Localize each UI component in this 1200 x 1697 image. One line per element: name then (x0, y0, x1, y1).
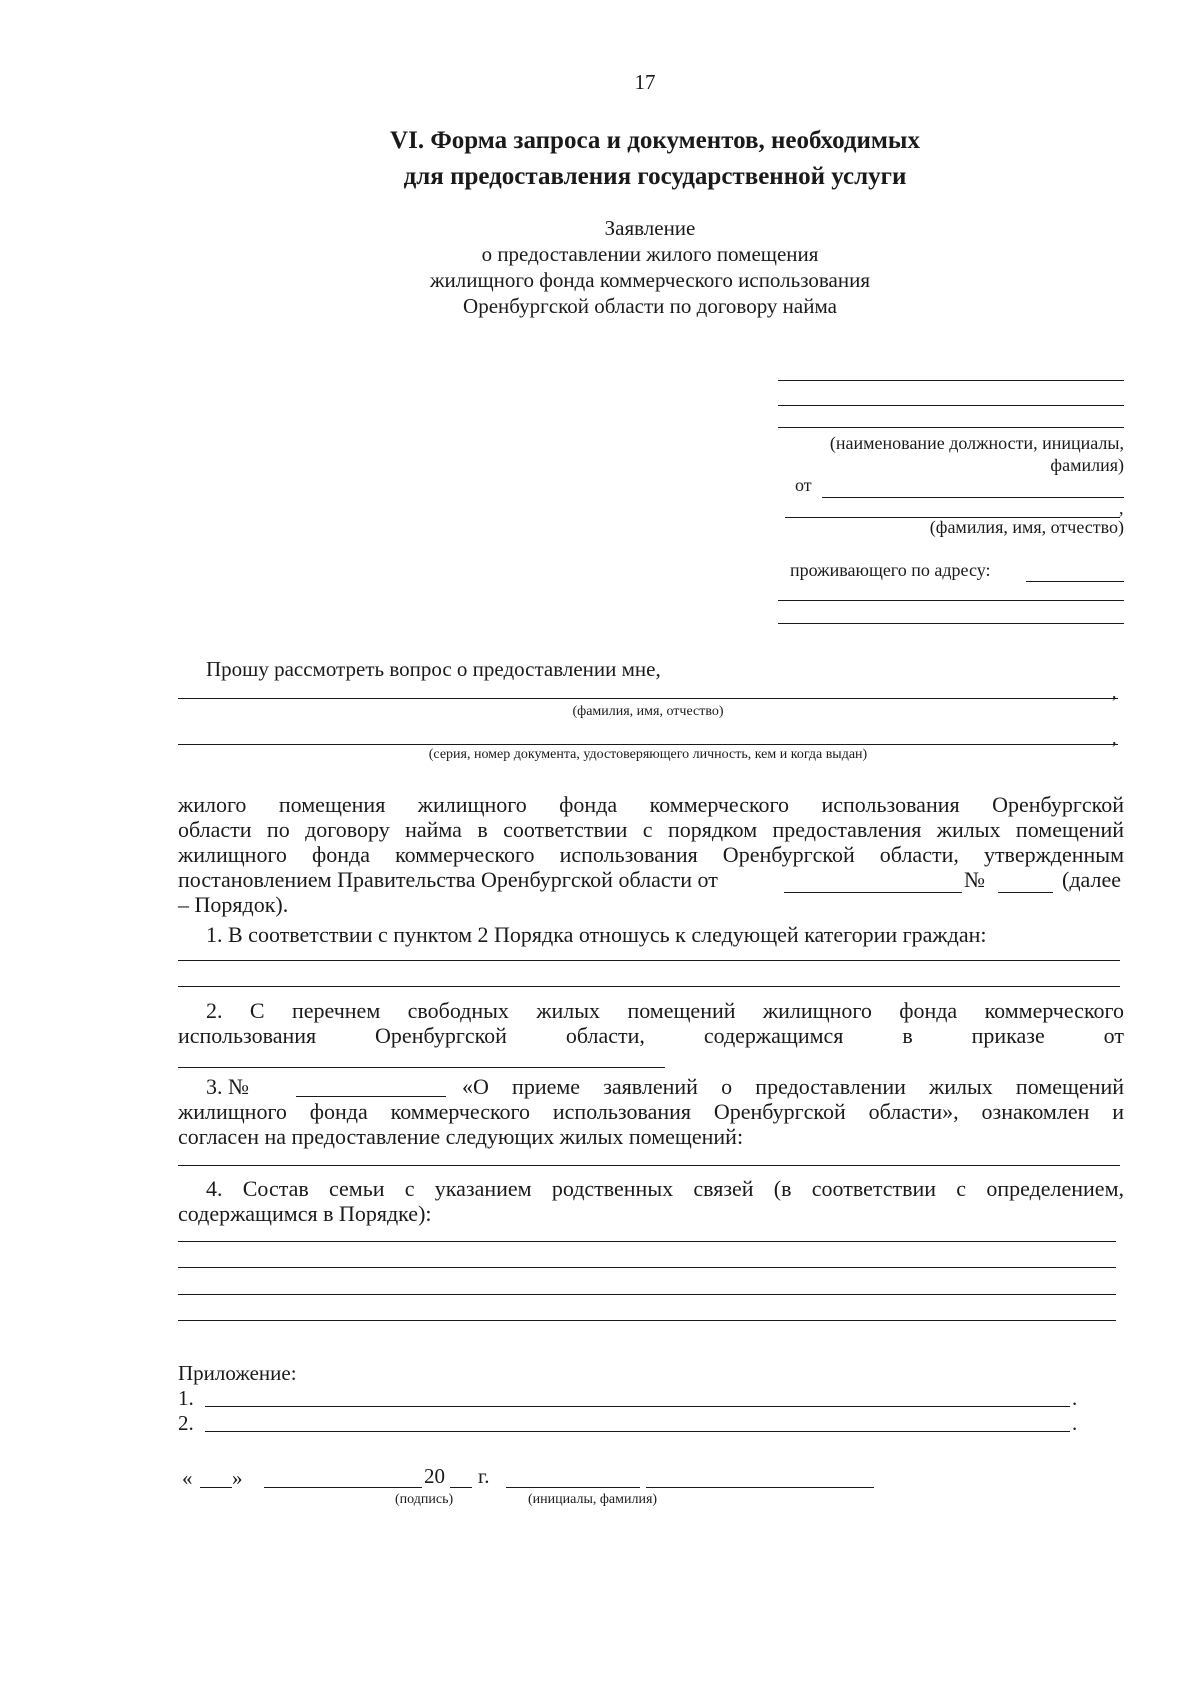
date-year-prefix: 20 (424, 1464, 445, 1488)
initials-line[interactable] (646, 1487, 874, 1488)
request-name-comma: , (1112, 682, 1117, 702)
item3-line2: жилищного фонда коммерческого использования Оренбургской области», ознакомлен и (178, 1099, 1124, 1124)
body-line4-start: постановлением Правительства Оренбургской области от (178, 867, 718, 892)
attachments-label: Приложение: (178, 1361, 297, 1385)
attachment-end-mark-2: . (1072, 1411, 1078, 1435)
initials-caption: (инициалы, фамилия) (528, 1492, 658, 1507)
decree-number-sign: № (964, 867, 985, 892)
request-name-caption: (фамилия, имя, отчество) (572, 704, 724, 719)
application-subtitle-line1: о предоставлении жилого помещения (481, 242, 819, 266)
signature-caption: (подпись) (395, 1492, 454, 1507)
family-line-3[interactable] (178, 1294, 1116, 1295)
date-year-suffix: г. (478, 1464, 490, 1488)
address-line-2[interactable] (778, 600, 1124, 601)
date-quote-close: » (232, 1466, 243, 1490)
item3-number-line[interactable] (296, 1096, 446, 1097)
family-line-2[interactable] (178, 1267, 1116, 1268)
body-line1: жилого помещения жилищного фонда коммерческого использования Оренбургской (178, 792, 1124, 817)
request-name-line[interactable] (178, 698, 1118, 699)
request-document-comma: , (1112, 728, 1117, 748)
item2-order-date-line[interactable] (178, 1067, 665, 1068)
address-line-3[interactable] (778, 623, 1124, 624)
from-label: от (795, 475, 812, 495)
item3-premises-line[interactable] (178, 1165, 1120, 1166)
attachment-line-2[interactable] (205, 1431, 1070, 1432)
attachment-end-mark-1: . (1072, 1386, 1078, 1410)
body-line3: жилищного фонда коммерческого использования Оренбургской области, утвержденным (178, 842, 1124, 867)
from-name-comma: , (1119, 498, 1124, 518)
item2-line1: 2. С перечнем свободных жилых помещений жилищного фонда коммерческого (206, 998, 1124, 1023)
addressee-position-line-3[interactable] (778, 427, 1124, 428)
body-line5: – Порядок). (178, 892, 289, 917)
attachment-number-1: 1. (178, 1386, 194, 1410)
request-document-line[interactable] (178, 744, 1118, 745)
application-subtitle-line2: жилищного фонда коммерческого использования (430, 268, 870, 292)
family-line-4[interactable] (178, 1320, 1116, 1321)
decree-date-line[interactable] (784, 892, 962, 893)
address-label: проживающего по адресу: (790, 560, 991, 580)
address-line-1[interactable] (1026, 581, 1124, 582)
body-line4-end: (далее (1062, 867, 1121, 892)
item4-line1: 4. Состав семьи с указанием родственных связей (в соответствии с определением, (206, 1176, 1124, 1201)
page-number: 17 (634, 70, 656, 94)
item1-line-2[interactable] (178, 986, 1120, 987)
application-subtitle-line3: Оренбургской области по договору найма (463, 294, 837, 318)
request-intro: Прошу рассмотреть вопрос о предоставлении мне, (206, 657, 661, 681)
from-name-caption: (фамилия, имя, отчество) (929, 517, 1124, 537)
item4-line2: содержащимся в Порядке): (178, 1201, 432, 1226)
date-month-line[interactable] (264, 1487, 422, 1488)
body-line2: области по договору найма в соответствии с порядком предоставления жилых помещений (178, 817, 1124, 842)
date-quote-open: « (182, 1466, 193, 1490)
section-title-line1: VI. Форма запроса и документов, необходимых (390, 127, 920, 154)
request-document-caption: (серия, номер документа, удостоверяющего личность, кем и когда выдан) (428, 747, 868, 762)
item3-line1: «О приеме заявлений о предоставлении жилых помещений (462, 1074, 1124, 1099)
item1-line-1[interactable] (178, 960, 1120, 961)
item3-number-sign: 3. № (206, 1074, 249, 1099)
section-title-line2: для предоставления государственной услуги (403, 163, 907, 190)
addressee-position-line-2[interactable] (778, 405, 1124, 406)
attachment-line-1[interactable] (205, 1406, 1070, 1407)
addressee-position-caption (760, 432, 1124, 476)
signature-line[interactable] (506, 1487, 640, 1488)
application-heading-block (250, 215, 1050, 319)
from-name-line-1[interactable] (822, 497, 1124, 498)
addressee-position-caption-line1: (наименование должности, инициалы, (829, 433, 1124, 453)
addressee-position-line-1[interactable] (778, 380, 1124, 381)
section-title (180, 123, 1130, 195)
application-heading: Заявление (604, 216, 696, 240)
item1-text: 1. В соответствии с пунктом 2 Порядка отношусь к следующей категории граждан: (206, 922, 987, 947)
addressee-position-caption-line2: фамилия) (1050, 455, 1124, 475)
item2-line2: использования Оренбургской области, содержащимся в приказе от (178, 1023, 1124, 1048)
date-day-line[interactable] (200, 1487, 232, 1488)
date-year-line[interactable] (450, 1487, 472, 1488)
item3-line3: согласен на предоставление следующих жилых помещений: (178, 1124, 744, 1149)
attachment-number-2: 2. (178, 1411, 194, 1435)
decree-number-line[interactable] (998, 892, 1053, 893)
family-line-1[interactable] (178, 1241, 1116, 1242)
